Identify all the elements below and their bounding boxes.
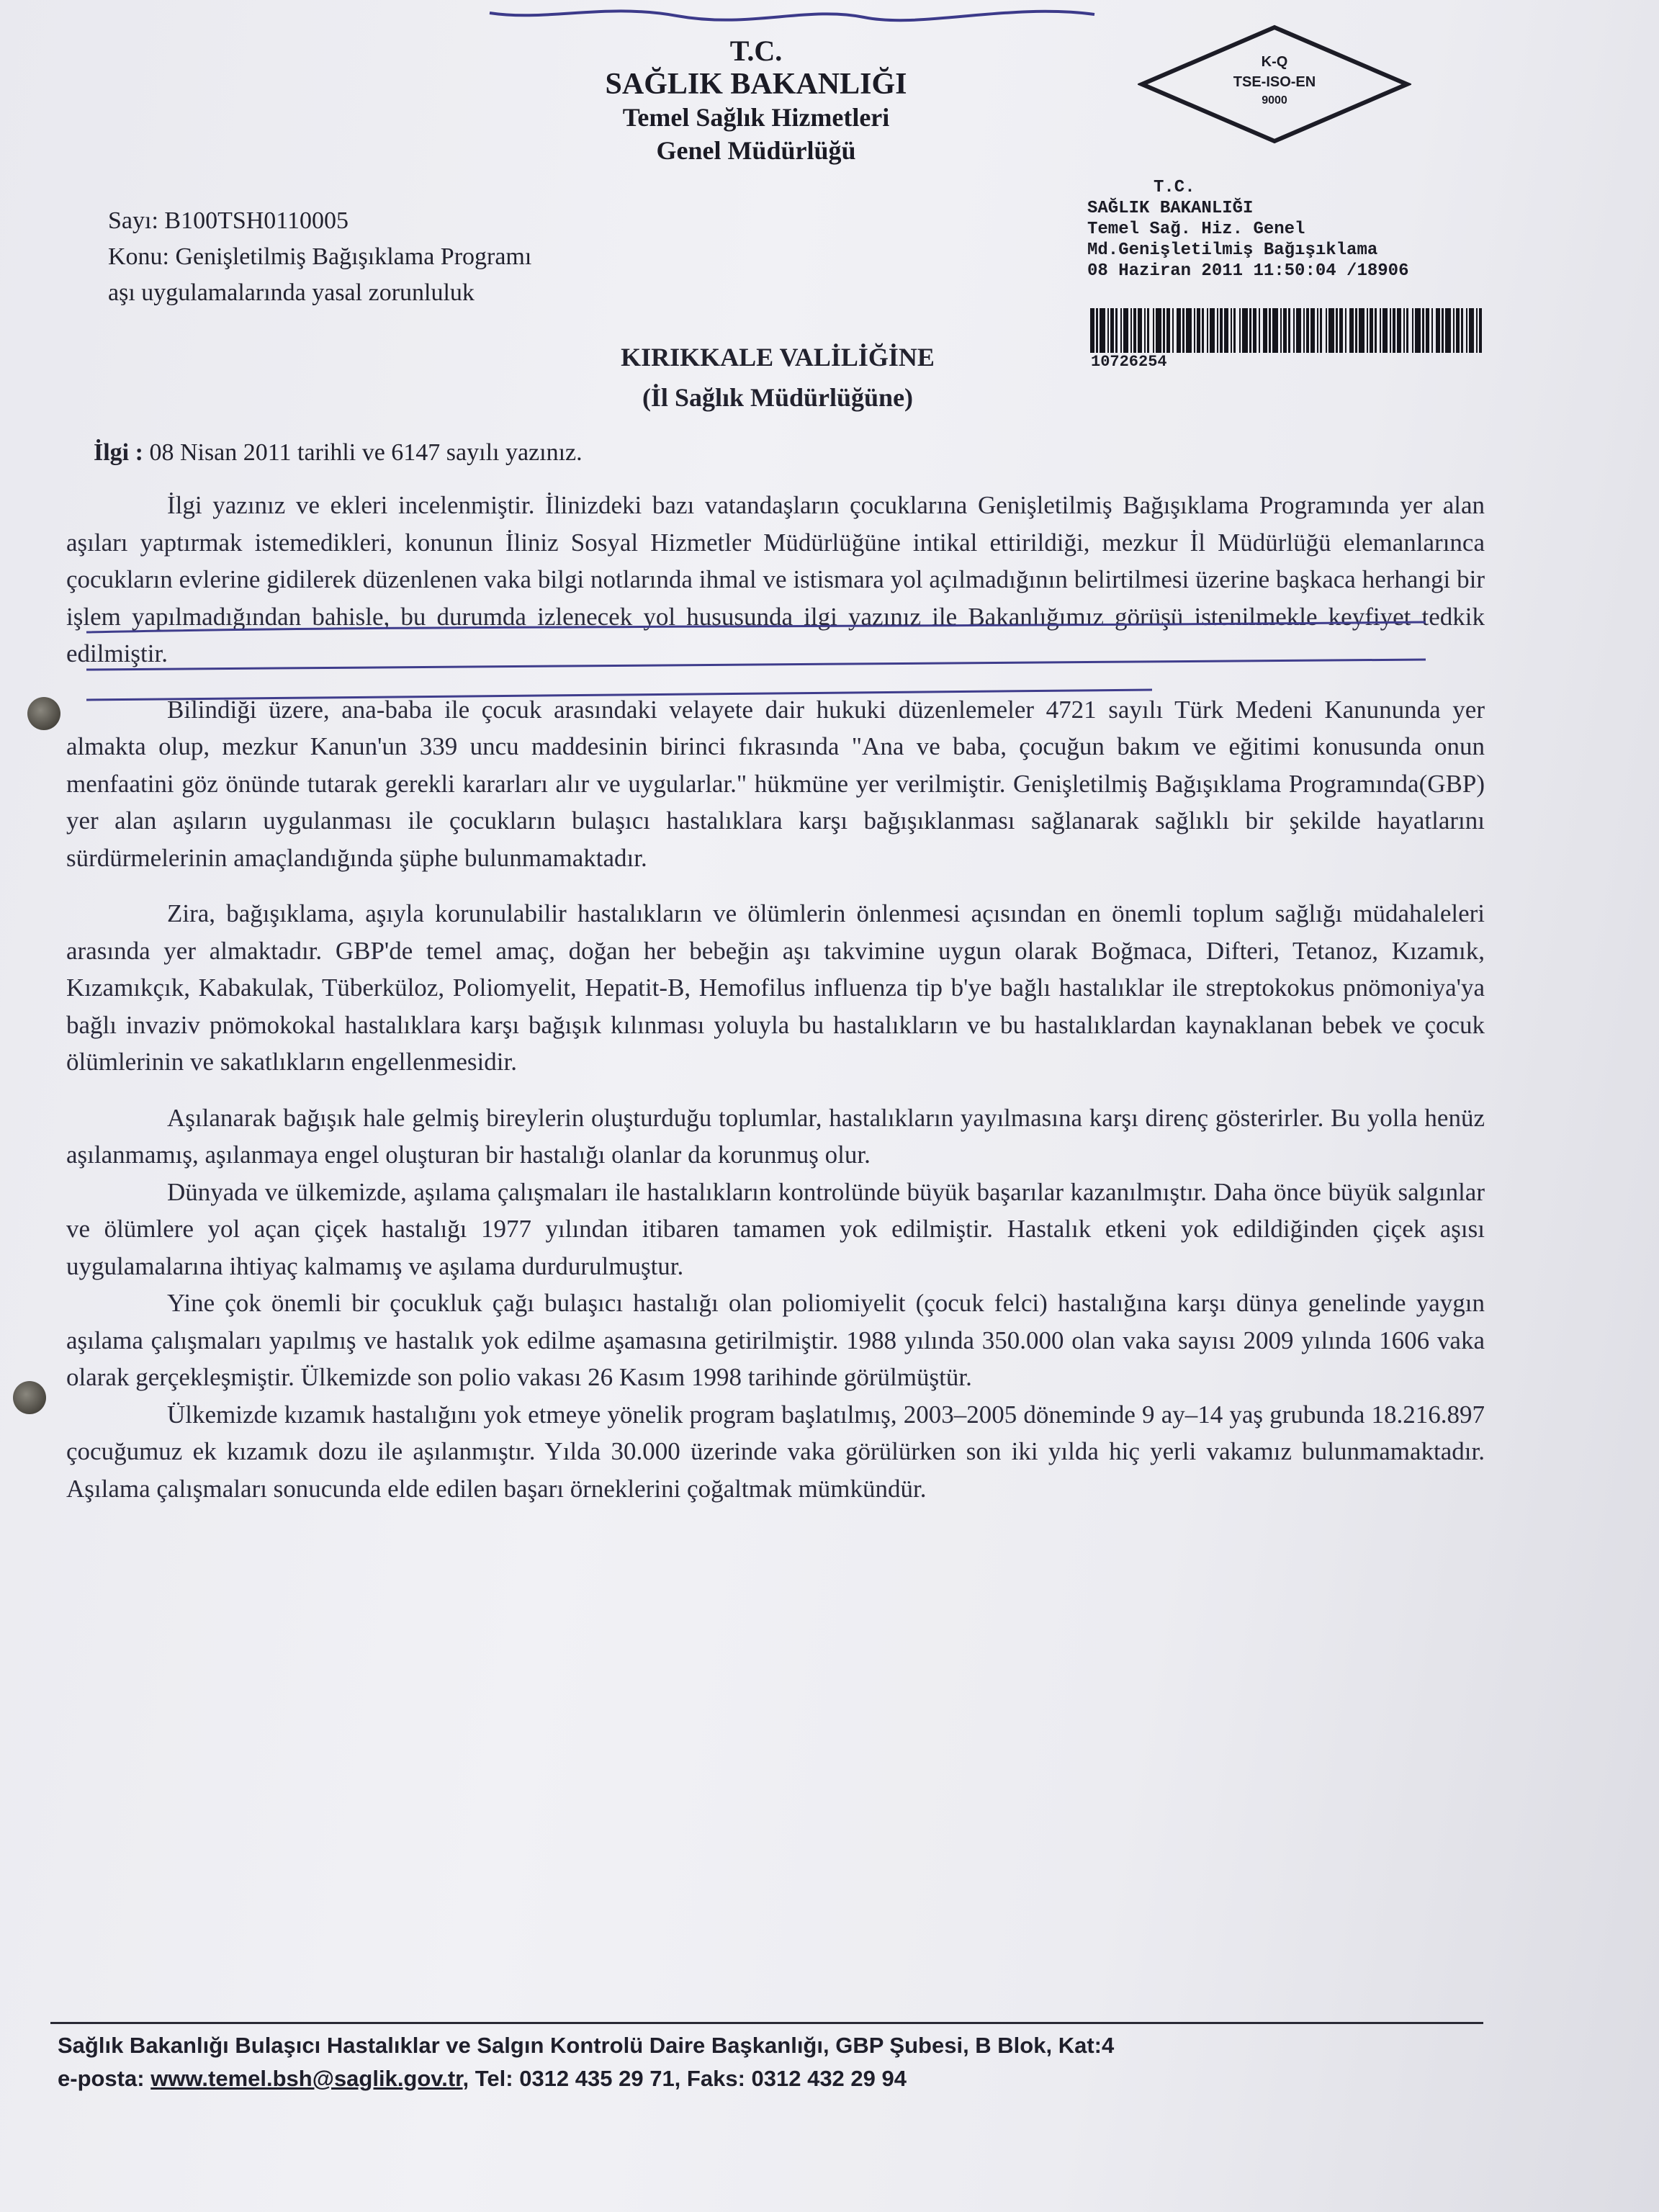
barcode-bar [1107,308,1109,353]
barcode-bar [1163,308,1165,353]
barcode-bar [1349,308,1354,353]
barcode-bar [1231,308,1232,353]
footer-divider [50,2022,1483,2024]
footer-phone: , Tel: 0312 435 29 71, Faks: 0312 432 29 94 [462,2066,907,2091]
barcode-bar [1466,308,1467,353]
barcode-bar [1144,308,1146,353]
barcode-bar [1133,308,1136,353]
barcode-bar [1403,308,1405,353]
barcode-bar [1370,308,1373,353]
barcode-bar [1359,308,1364,353]
barcode-bar [1253,308,1256,353]
barcode-bar [1406,308,1408,353]
barcode-bar [1100,308,1105,353]
stamp-line-3: Temel Sağ. Hiz. Genel [1087,220,1305,239]
paragraph-7: Ülkemizde kızamık hastalığını yok etmeye yönelik program başlatılmış, 2003–2005 döneminde 9 ay–14 yaş grubunda 18.216.897 çocuğumuz ek kızamık dozu ile aşılanmıştır. Yılda 30.000 üzerinde vaka görülürken son iki yılda hiç yerli vakamız bulunmamaktadır. Aşılama çalışmaları sonucunda elde edilen başarı örneklerini çoğaltmak mümkündür. [66,1400,1485,1503]
barcode-bar [1220,308,1223,353]
barcode-bar [1197,308,1200,353]
barcode-bar [1182,308,1184,353]
addressee-line-1: KIRIKKALE VALİLİĞİNE [621,343,935,372]
stamp-line-2: SAĞLIK BAKANLIĞI [1087,199,1254,218]
cert-line-3: 9000 [1262,94,1287,107]
barcode-bar [1259,308,1260,353]
barcode-bar [1456,308,1460,353]
stamp-line-1: T.C. [1154,178,1195,197]
barcode-bar [1194,308,1195,353]
letter-body [66,487,1485,1507]
barcode-bar [1339,308,1343,353]
barcode-bar [1328,308,1334,353]
barcode-bar [1476,308,1478,353]
barcode-bar [1310,308,1315,353]
barcode-bar [1461,308,1463,353]
barcode-bar [1153,308,1154,353]
barcode-bar [1326,308,1327,353]
barcode-bar [1306,308,1309,353]
sayi-line: Sayı: B100TSH0110005 [108,207,349,234]
document-meta [108,203,756,311]
barcode-bar [1397,308,1401,353]
reference-line [94,439,1390,467]
addressee-line-2: (İl Sağlık Müdürlüğüne) [642,383,914,412]
barcode-bar [1288,308,1290,353]
header-line-3: Temel Sağlık Hizmetleri [622,103,890,132]
footer-contact [58,2029,1498,2095]
barcode-bar [1138,308,1142,353]
footer-email-link[interactable]: www.temel.bsh@saglik.gov.tr [150,2066,463,2091]
konu-line-2: aşı uygulamalarında yasal zorunluluk [108,279,475,306]
barcode-bar [1123,308,1128,353]
barcode-bar [1445,308,1451,353]
barcode-bar [1283,308,1287,353]
barcode [1089,308,1485,353]
barcode-bar [1147,308,1149,353]
barcode-bar [1096,308,1098,353]
ministry-header [504,35,1008,167]
barcode-bar [1110,308,1114,353]
barcode-bar [1380,308,1381,353]
barcode-bar [1202,308,1204,353]
barcode-bar [1090,308,1094,353]
footer-email-label: e-posta: [58,2066,145,2091]
addressee [504,337,1051,418]
barcode-bar [1207,308,1208,353]
reference-label: İlgi : [94,439,143,466]
stamp-line-4: Md.Genişletilmiş Bağışıklama [1087,240,1378,260]
barcode-bar [1422,308,1424,353]
barcode-bar [1269,308,1271,353]
barcode-bar [1479,308,1482,353]
barcode-bar [1120,308,1122,353]
barcode-bar [1156,308,1161,353]
barcode-bar [1415,308,1421,353]
barcode-bar [1186,308,1192,353]
stamp-line-5: 08 Haziran 2011 11:50:04 /18906 [1087,261,1409,281]
barcode-bar [1293,308,1295,353]
paragraph-4: Aşılanarak bağışık hale gelmiş bireylerin oluşturduğu toplumlar, hastalıkların yayılmasına karşı direnç gösterirler. Bu yolla henüz aşılanmamış, aşılanmaya engel oluşturan bir hastalığı olanlar da korunmuş olur. [66,1103,1485,1169]
header-line-1: T.C. [729,35,783,67]
barcode-bar [1210,308,1215,353]
barcode-bar [1453,308,1455,353]
barcode-bar [1393,308,1395,353]
barcode-bar [1336,308,1338,353]
paragraph-6: Yine çok önemli bir çocukluk çağı bulaşıcı hastalığı olan poliomiyelit (çocuk felci) hastalığına karşı dünya genelinde yaygın aşılama çalışmaları yapılmış ve hastalık yok edilme aşamasına getirilmiştir. 1988 yılında 350.000 olan vaka sayısı 2009 yılında 1606 vaka olarak gerçekleşmiştir. Ülkemizde son polio vakası 26 Kasım 1998 tarihinde görülmüştür. [66,1289,1485,1391]
barcode-bar [1115,308,1118,353]
barcode-bar [1375,308,1377,353]
barcode-bar [1233,308,1236,353]
reference-text: 08 Nisan 2011 tarihli ve 6147 sayılı yazınız. [149,439,583,466]
barcode-bar [1426,308,1429,353]
barcode-bar [1355,308,1357,353]
punch-hole-top [27,697,60,730]
header-line-4: Genel Müdürlüğü [656,136,856,165]
paragraph-1: İlgi yazınız ve ekleri incelenmiştir. İlinizdeki bazı vatandaşların çocuklarına Genişletilmiş Bağışıklama Programında yer alan aşıları yaptırmak istemedikleri, konunun İliniz Sosyal Hizmetler Müdürlüğüne intikal ettirildiği, mezkur İl Müdürlüğü elemanlarınca çocukların evlerine gidilerek düzenlenen vaka bilgi notlarında ihmal ve istismara yol açılmadığının belirtilmesi üzerine başkaca herhangi bir işlem yapılmadığından bahisle, bu durumda izlenecek yol hususunda ilgi yazınız ile Bakanlığımız görüşü istenilmekle keyfiyet tedkik edilmiştir. [66,491,1485,667]
paragraph-5: Dünyada ve ülkemizde, aşılama çalışmaları ile hastalıkların kontrolünde büyük başarılar kazanılmıştır. Daha önce büyük salgınlar ve ölümlere yol açan çiçek hastalığı 1977 yılından itibaren tamamen yok edilmiştir. Hastalık etkeni yok edildiğinden çiçek aşısı uygulamalarına ihtiyaç kalmamış ve aşılama durdurulmuştur. [66,1177,1485,1280]
handwritten-scribble [461,0,1181,29]
barcode-bar [1320,308,1322,353]
barcode-bar [1130,308,1132,353]
barcode-bar [1412,308,1413,353]
barcode-bar [1177,308,1181,353]
header-line-2: SAĞLIK BAKANLIĞI [605,68,907,101]
barcode-bar [1442,308,1444,353]
konu-line-1: Konu: Genişletilmiş Bağışıklama Programı [108,243,532,270]
barcode-bar [1317,308,1318,353]
barcode-bar [1303,308,1305,353]
barcode-bar [1390,308,1391,353]
barcode-number: 10726254 [1091,353,1167,371]
registry-stamp [1087,177,1491,282]
barcode-bar [1382,308,1388,353]
barcode-bar [1249,308,1251,353]
paragraph-3: Zira, bağışıklama, aşıyla korunulabilir hastalıkların ve ölümlerin önlenmesi açısından en önemli toplum sağlığı müdahaleleri arasında yer almaktadır. GBP'de temel amaç, doğan her bebeğin aşı takvimine uygun olarak Boğmaca, Difteri, Tetanoz, Kızamık, Kızamıkçık, Kabakulak, Tüberküloz, Poliomyelit, Hepatit-B, Hemofilus influenza tip b'ye bağlı hastalıklar ile streptokokus pnömoniya'ya bağlı invaziv pnömokokal hastalıklara karşı bağışık kılınması yoluyla bu hastalıkların ve bu hastalıklardan kaynaklanan bebek ve çocuk ölümlerinin ve sakatlıkların engellenmesidir. [66,899,1485,1076]
barcode-bar [1166,308,1170,353]
cert-line-2: TSE-ISO-EN [1233,74,1316,90]
barcode-bar [1263,308,1267,353]
footer-address: Sağlık Bakanlığı Bulaşıcı Hastalıklar ve Salgın Kontrolü Daire Başkanlığı, GBP Şubesi, B Blok, Kat:4 [58,2033,1115,2058]
cert-line-1: K-Q [1261,54,1288,70]
barcode-bar [1172,308,1174,353]
punch-hole-bottom [13,1381,46,1414]
paragraph-2: Bilindiği üzere, ana-baba ile çocuk arasındaki velayete dair hukuki düzenlemeler 4721 sayılı Türk Medeni Kanununda yer almakta olup, mezkur Kanun'un 339 uncu maddesinin birinci fıkrasında "Ana ve baba, çocuğun bakım ve eğitimi konusunda onun menfaatini göz önünde tutarak gerekli kararları alır ve uygularlar." hükmüne yer verilmiştir. Genişletilmiş Bağışıklama Programında(GBP) yer alan aşıların uygulanması ile çocukların bulaşıcı hastalıklara karşı bağışıklanması sağlanarak sağlıklı bir şekilde hayatlarını sürdürmelerinin amaçlandığında şüphe bulunmamaktadır. [66,695,1485,872]
barcode-bar [1272,308,1278,353]
barcode-bar [1431,308,1433,353]
barcode-bar [1296,308,1301,353]
certification-diamond [1138,23,1411,145]
barcode-bar [1280,308,1282,353]
barcode-bar [1242,308,1248,353]
barcode-bar [1217,308,1218,353]
barcode-bar [1367,308,1368,353]
footer-contact-line [58,2062,1498,2095]
barcode-bar [1469,308,1474,353]
barcode-bar [1239,308,1241,353]
barcode-bar [1224,308,1228,353]
barcode-bar [1345,308,1346,353]
barcode-bar [1436,308,1440,353]
